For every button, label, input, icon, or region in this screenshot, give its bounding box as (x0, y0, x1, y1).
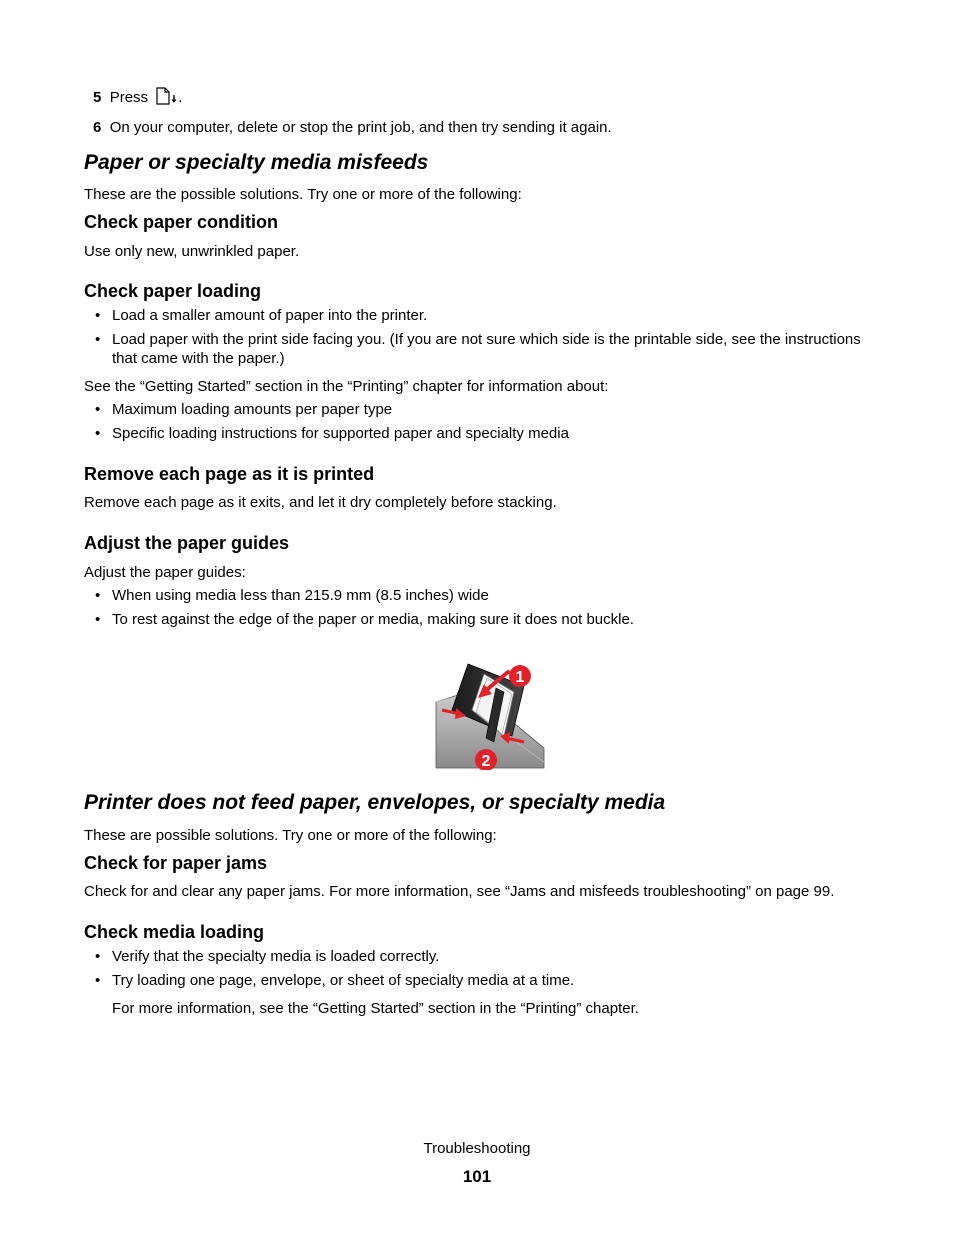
list-item: Maximum loading amounts per paper type (112, 401, 393, 418)
section-intro: These are the possible solutions. Try one or more of the following: (84, 186, 522, 203)
step-text: Press (109, 89, 149, 106)
paper-guides-illustration (434, 652, 546, 770)
paragraph: See the “Getting Started” section in the “Printing” chapter for information about: (84, 378, 609, 395)
bullet-icon: • (95, 331, 101, 348)
step-text: On your computer, delete or stop the print job, and then try sending it again. (109, 119, 612, 136)
paragraph: Use only new, unwrinkled paper. (84, 243, 300, 260)
callout-2: 2 (481, 753, 491, 770)
paragraph: Adjust the paper guides: (84, 564, 246, 581)
subheading: Check paper condition (84, 212, 279, 232)
step-6 (93, 118, 612, 137)
list-item: Specific loading instructions for supported paper and specialty media (112, 425, 569, 442)
bullet-icon: • (95, 307, 101, 324)
bullet-icon: • (95, 972, 101, 989)
paragraph: Check for and clear any paper jams. For more information, see “Jams and misfeeds troubleshooting” on page 99. (84, 883, 835, 900)
bullet-icon: • (95, 425, 101, 442)
paragraph: Remove each page as it exits, and let it dry completely before stacking. (84, 494, 557, 511)
subheading: Check paper loading (84, 281, 262, 301)
step-text-end: . (178, 89, 183, 106)
section-intro: These are possible solutions. Try one or more of the following: (84, 827, 497, 844)
bullet-icon: • (95, 401, 101, 418)
footer-section: Troubleshooting (423, 1140, 531, 1157)
bullet-icon: • (95, 948, 101, 965)
subheading: Adjust the paper guides (84, 533, 290, 553)
list-item: Load paper with the print side facing you. (If you are not sure which side is the printable side, see the instructions that came with the paper.) (112, 331, 861, 367)
subheading: Check for paper jams (84, 853, 268, 873)
list-item: Try loading one page, envelope, or sheet of specialty media at a time. (112, 972, 575, 989)
feed-paper-icon (156, 87, 178, 110)
subheading: Remove each page as it is printed (84, 464, 375, 484)
bullet-icon: • (95, 587, 101, 604)
list-item: Load a smaller amount of paper into the printer. (112, 307, 428, 324)
section-title: Printer does not feed paper, envelopes, or specialty media (84, 791, 666, 814)
callout-1: 1 (515, 669, 525, 686)
step-number: 5 (93, 89, 102, 106)
list-item: Verify that the specialty media is loaded correctly. (112, 948, 440, 965)
paragraph: For more information, see the “Getting Started” section in the “Printing” chapter. (112, 1000, 639, 1017)
subheading: Check media loading (84, 922, 265, 942)
list-item: When using media less than 215.9 mm (8.5 inches) wide (112, 587, 489, 604)
bullet-icon: • (95, 611, 101, 628)
step-number: 6 (93, 119, 102, 136)
list-item: To rest against the edge of the paper or media, making sure it does not buckle. (112, 611, 634, 628)
page-number: 101 (462, 1167, 492, 1186)
section-title: Paper or specialty media misfeeds (84, 151, 429, 174)
step-5 (93, 87, 182, 110)
